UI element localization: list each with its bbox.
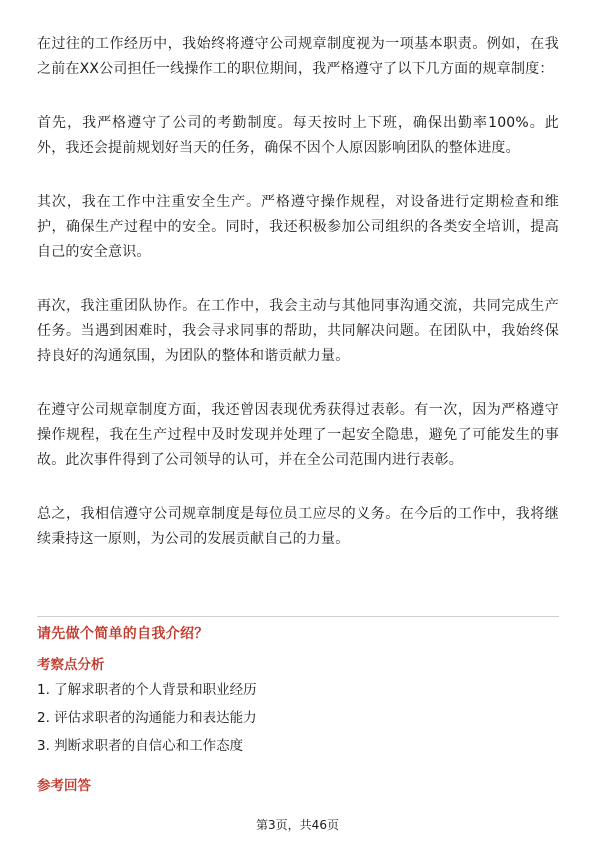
list-item: 1. 了解求职者的个人背景和职业经历 <box>37 682 257 698</box>
body-paragraph: 在过往的工作经历中，我始终将遵守公司规章制度视为一项基本职责。例如，在我之前在XX公司担任一线操作工的职位期间，我严格遵守了以下几方面的规章制度： <box>37 36 559 77</box>
section-divider <box>37 616 559 617</box>
body-paragraph: 在遵守公司规章制度方面，我还曾因表现优秀获得过表彰。有一次，因为严格遵守操作规程，我在生产过程中及时发现并处理了一起安全隐患，避免了可能发生的事故。此次事件得到了公司领导的认可，并在全公司范围内进行表彰。 <box>37 402 559 468</box>
body-paragraph: 首先，我严格遵守了公司的考勤制度。每天按时上下班，确保出勤率100%。此外，我还会提前规划好当天的任务，确保不因个人原因影响团队的整体进度。 <box>37 115 559 156</box>
body-paragraph: 总之，我相信遵守公司规章制度是每位员工应尽的义务。在今后的工作中，我将继续秉持这一原则，为公司的发展贡献自己的力量。 <box>37 506 559 547</box>
analysis-heading: 考察点分析 <box>37 657 105 673</box>
body-paragraph: 再次，我注重团队协作。在工作中，我会主动与其他同事沟通交流，共同完成生产任务。当遇到困难时，我会寻求同事的帮助，共同解决问题。在团队中，我始终保持良好的沟通氛围，为团队的整体和谐贡献力量。 <box>37 298 559 364</box>
question-title: 请先做个简单的自我介绍？ <box>37 626 209 642</box>
analysis-list <box>37 680 257 764</box>
list-item: 3. 判断求职者的自信心和工作态度 <box>37 738 244 754</box>
answer-body <box>37 32 559 552</box>
body-paragraph: 其次，我在工作中注重安全生产。严格遵守操作规程，对设备进行定期检查和维护，确保生产过程中的安全。同时，我还积极参加公司组织的各类安全培训，提高自己的安全意识。 <box>37 194 559 260</box>
reference-answer-heading: 参考回答 <box>37 778 91 794</box>
list-item: 2. 评估求职者的沟通能力和表达能力 <box>37 710 257 726</box>
page-number: 第3页，共46页 <box>256 818 339 832</box>
